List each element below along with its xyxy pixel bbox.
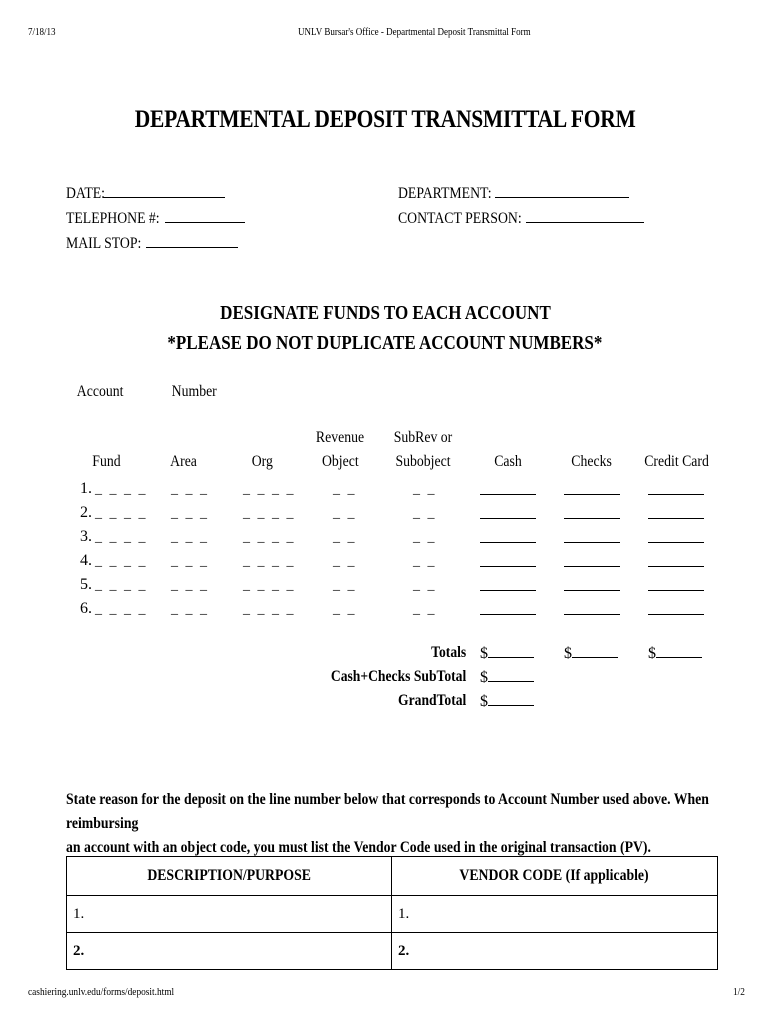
- area-input-6[interactable]: _ _ _: [171, 602, 209, 617]
- checks-input-6[interactable]: [564, 614, 620, 615]
- credit-card-input-1[interactable]: [648, 494, 704, 495]
- org-input-4[interactable]: _ _ _ _: [243, 554, 296, 569]
- revenue-object-input-5[interactable]: _ _: [333, 578, 357, 593]
- grandtotal-amount-line[interactable]: [488, 692, 534, 706]
- grandtotal-label: GrandTotal: [397, 692, 466, 709]
- cash-input-5[interactable]: [480, 590, 536, 591]
- telephone-line[interactable]: [165, 209, 245, 223]
- col-credit-card: Credit Card: [644, 453, 710, 470]
- org-input-5[interactable]: _ _ _ _: [243, 578, 296, 593]
- area-input-2[interactable]: _ _ _: [171, 506, 209, 521]
- subobject-input-4[interactable]: _ _: [413, 554, 437, 569]
- mail-stop-label: MAIL STOP:: [66, 235, 142, 252]
- revenue-object-input-2[interactable]: _ _: [333, 506, 357, 521]
- date-label: DATE:: [66, 185, 105, 202]
- revenue-object-input-4[interactable]: _ _: [333, 554, 357, 569]
- subtotal-label: Cash+Checks SubTotal: [330, 668, 466, 685]
- print-date: 7/18/13: [28, 26, 56, 38]
- contact-person-line[interactable]: [526, 209, 644, 223]
- row-number-6[interactable]: 6.: [80, 600, 92, 617]
- date-line[interactable]: [103, 184, 225, 198]
- table-row: [67, 896, 718, 933]
- col-subrev-subobject: SubRev or Subobject: [393, 429, 453, 470]
- area-input-3[interactable]: _ _ _: [171, 530, 209, 545]
- instructions: State reason for the deposit on the line number below that corresponds to Account Number used above. When reimbursing an account with an object code, you must list the Vendor Code used in the original transaction (PV).: [66, 791, 709, 856]
- credit-card-input-2[interactable]: [648, 518, 704, 519]
- fund-input-2[interactable]: _ _ _ _: [95, 506, 148, 521]
- cash-input-4[interactable]: [480, 566, 536, 567]
- cash-input-3[interactable]: [480, 542, 536, 543]
- subobject-input-6[interactable]: _ _: [413, 602, 437, 617]
- checks-input-2[interactable]: [564, 518, 620, 519]
- org-input-1[interactable]: _ _ _ _: [243, 482, 296, 497]
- vendor-code-header: VENDOR CODE (If applicable): [392, 857, 718, 896]
- col-checks: Checks: [571, 453, 613, 470]
- form-title: DEPARTMENTAL DEPOSIT TRANSMITTAL FORM: [134, 106, 636, 133]
- credit-card-input-4[interactable]: [648, 566, 704, 567]
- cash-input-1[interactable]: [480, 494, 536, 495]
- footer-page-number: 1/2: [733, 986, 745, 998]
- col-revenue-object: Revenue Object: [315, 429, 365, 470]
- description-header: DESCRIPTION/PURPOSE: [67, 857, 392, 896]
- dollar-sign: $: [480, 645, 488, 662]
- col-org: Org: [251, 453, 273, 470]
- area-input-5[interactable]: _ _ _: [171, 578, 209, 593]
- dollar-sign: $: [648, 645, 656, 662]
- fund-input-6[interactable]: _ _ _ _: [95, 602, 148, 617]
- area-input-4[interactable]: _ _ _: [171, 554, 209, 569]
- org-input-3[interactable]: _ _ _ _: [243, 530, 296, 545]
- telephone-field[interactable]: [66, 209, 245, 228]
- col-cash: Cash: [494, 453, 522, 470]
- org-input-2[interactable]: _ _ _ _: [243, 506, 296, 521]
- cash-total-field[interactable]: [480, 644, 534, 663]
- dollar-sign: $: [480, 669, 488, 686]
- credit-card-input-3[interactable]: [648, 542, 704, 543]
- department-line[interactable]: [495, 184, 629, 198]
- dollar-sign: $: [564, 645, 572, 662]
- row-number-5[interactable]: 5.: [80, 576, 92, 593]
- fund-input-1[interactable]: _ _ _ _: [95, 482, 148, 497]
- org-input-6[interactable]: _ _ _ _: [243, 602, 296, 617]
- vendor-code-cell-1[interactable]: 1.: [392, 896, 718, 933]
- row-number-1[interactable]: 1.: [80, 480, 92, 497]
- footer-url[interactable]: cashiering.unlv.edu/forms/deposit.html: [28, 986, 175, 998]
- description-vendor-table: [66, 856, 718, 970]
- col-fund: Fund: [91, 453, 121, 470]
- fund-input-4[interactable]: _ _ _ _: [95, 554, 148, 569]
- checks-input-4[interactable]: [564, 566, 620, 567]
- department-field[interactable]: [398, 184, 629, 203]
- table-row: [67, 933, 718, 970]
- revenue-object-input-6[interactable]: _ _: [333, 602, 357, 617]
- telephone-label: TELEPHONE #:: [66, 210, 160, 227]
- contact-person-field[interactable]: [398, 209, 644, 228]
- mail-stop-field[interactable]: [66, 234, 238, 253]
- col-area: Area: [170, 453, 198, 470]
- subtotal-amount-field[interactable]: [480, 668, 534, 687]
- subobject-input-3[interactable]: _ _: [413, 530, 437, 545]
- checks-input-5[interactable]: [564, 590, 620, 591]
- subobject-input-2[interactable]: _ _: [413, 506, 437, 521]
- revenue-object-input-3[interactable]: _ _: [333, 530, 357, 545]
- credit-card-total-field[interactable]: [648, 644, 702, 663]
- row-number-4[interactable]: 4.: [80, 552, 92, 569]
- subtotal-amount-line[interactable]: [488, 668, 534, 682]
- mail-stop-line[interactable]: [146, 234, 238, 248]
- checks-input-1[interactable]: [564, 494, 620, 495]
- description-cell-1[interactable]: 1.: [67, 896, 392, 933]
- department-label: DEPARTMENT:: [398, 185, 492, 202]
- row-number-2[interactable]: 2.: [80, 504, 92, 521]
- no-duplicate-heading: *PLEASE DO NOT DUPLICATE ACCOUNT NUMBERS*: [167, 332, 603, 354]
- vendor-code-cell-2[interactable]: 2.: [392, 933, 718, 970]
- area-input-1[interactable]: _ _ _: [171, 482, 209, 497]
- credit-card-total-line[interactable]: [656, 644, 702, 658]
- checks-total-line[interactable]: [572, 644, 618, 658]
- revenue-object-input-1[interactable]: _ _: [333, 482, 357, 497]
- number-group-header: Number: [171, 383, 217, 400]
- cash-input-2[interactable]: [480, 518, 536, 519]
- credit-card-input-6[interactable]: [648, 614, 704, 615]
- grandtotal-amount-field[interactable]: [480, 692, 534, 711]
- account-group-header: Account: [76, 383, 124, 400]
- cash-input-6[interactable]: [480, 614, 536, 615]
- subobject-input-5[interactable]: _ _: [413, 578, 437, 593]
- subobject-input-1[interactable]: _ _: [413, 482, 437, 497]
- designate-heading: DESIGNATE FUNDS TO EACH ACCOUNT: [219, 302, 551, 324]
- fund-input-3[interactable]: _ _ _ _: [95, 530, 148, 545]
- checks-total-field[interactable]: [564, 644, 618, 663]
- date-field[interactable]: [66, 184, 225, 203]
- cash-total-line[interactable]: [488, 644, 534, 658]
- fund-input-5[interactable]: _ _ _ _: [95, 578, 148, 593]
- contact-person-label: CONTACT PERSON:: [398, 210, 522, 227]
- row-number-3[interactable]: 3.: [80, 528, 92, 545]
- dollar-sign: $: [480, 693, 488, 710]
- totals-label: Totals: [430, 644, 466, 661]
- checks-input-3[interactable]: [564, 542, 620, 543]
- credit-card-input-5[interactable]: [648, 590, 704, 591]
- description-cell-2[interactable]: 2.: [67, 933, 392, 970]
- print-page-title: UNLV Bursar's Office - Departmental Deposit Transmittal Form: [298, 26, 531, 38]
